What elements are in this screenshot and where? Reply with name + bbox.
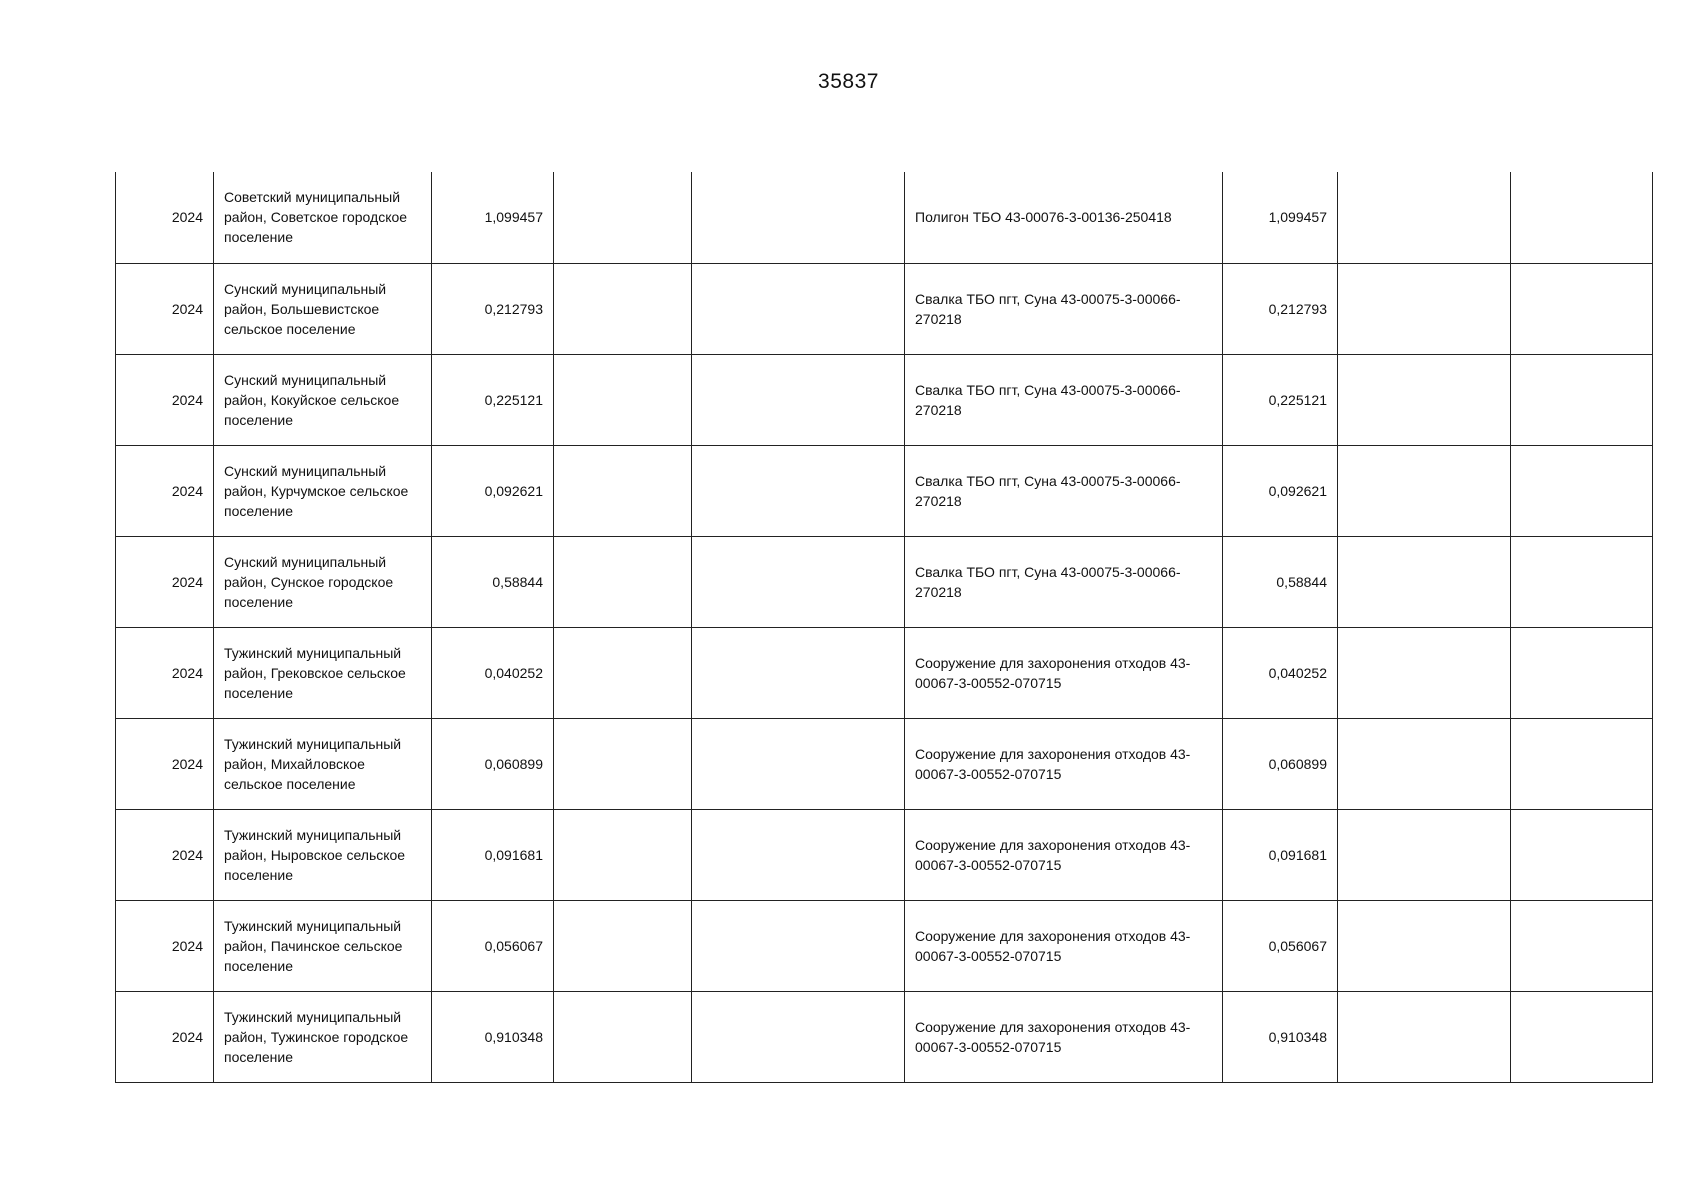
- empty-cell: [1338, 536, 1511, 627]
- mass2-cell: 0,910348: [1223, 991, 1338, 1082]
- mass-cell: 0,225121: [432, 354, 554, 445]
- data-table: [115, 172, 1653, 1083]
- municipality-cell: Сунский муниципальный район, Кокуйское сельское поселение: [214, 354, 432, 445]
- mass-cell: 0,212793: [432, 263, 554, 354]
- empty-cell: [554, 991, 692, 1082]
- municipality-cell: Советский муниципальный район, Советское городское поселение: [214, 172, 432, 263]
- empty-cell: [554, 172, 692, 263]
- object-cell: Сооружение для захоронения отходов 43-00067-3-00552-070715: [905, 718, 1223, 809]
- object-cell: Сооружение для захоронения отходов 43-00067-3-00552-070715: [905, 900, 1223, 991]
- empty-cell: [1338, 991, 1511, 1082]
- object-cell: Свалка ТБО пгт, Суна 43-00075-3-00066-270218: [905, 536, 1223, 627]
- mass2-cell: 0,212793: [1223, 263, 1338, 354]
- empty-cell: [1511, 172, 1653, 263]
- object-cell: Свалка ТБО пгт, Суна 43-00075-3-00066-270218: [905, 445, 1223, 536]
- empty-cell: [692, 991, 905, 1082]
- empty-cell: [1338, 809, 1511, 900]
- mass-cell: 0,091681: [432, 809, 554, 900]
- table-row: [116, 172, 1653, 263]
- empty-cell: [692, 445, 905, 536]
- year-cell: 2024: [116, 263, 214, 354]
- empty-cell: [1511, 354, 1653, 445]
- mass-cell: 0,910348: [432, 991, 554, 1082]
- empty-cell: [692, 263, 905, 354]
- empty-cell: [692, 536, 905, 627]
- table-row: [116, 809, 1653, 900]
- empty-cell: [554, 900, 692, 991]
- mass-cell: 1,099457: [432, 172, 554, 263]
- empty-cell: [1511, 900, 1653, 991]
- mass2-cell: 0,040252: [1223, 627, 1338, 718]
- municipality-cell: Тужинский муниципальный район, Михайловское сельское поселение: [214, 718, 432, 809]
- empty-cell: [1511, 991, 1653, 1082]
- table-row: [116, 900, 1653, 991]
- empty-cell: [692, 172, 905, 263]
- empty-cell: [1511, 627, 1653, 718]
- empty-cell: [692, 900, 905, 991]
- municipality-cell: Сунский муниципальный район, Большевистское сельское поселение: [214, 263, 432, 354]
- empty-cell: [1338, 718, 1511, 809]
- table-row: [116, 263, 1653, 354]
- table-row: [116, 991, 1653, 1082]
- empty-cell: [1511, 809, 1653, 900]
- empty-cell: [1338, 627, 1511, 718]
- object-cell: Свалка ТБО пгт, Суна 43-00075-3-00066-270218: [905, 263, 1223, 354]
- empty-cell: [1511, 536, 1653, 627]
- empty-cell: [1338, 354, 1511, 445]
- empty-cell: [1338, 263, 1511, 354]
- year-cell: 2024: [116, 718, 214, 809]
- municipality-cell: Тужинский муниципальный район, Грековское сельское поселение: [214, 627, 432, 718]
- municipality-cell: Тужинский муниципальный район, Ныровское сельское поселение: [214, 809, 432, 900]
- object-cell: Сооружение для захоронения отходов 43-00067-3-00552-070715: [905, 809, 1223, 900]
- empty-cell: [1511, 445, 1653, 536]
- mass2-cell: 0,060899: [1223, 718, 1338, 809]
- table-row: [116, 718, 1653, 809]
- mass2-cell: 0,58844: [1223, 536, 1338, 627]
- empty-cell: [692, 718, 905, 809]
- object-cell: Сооружение для захоронения отходов 43-00067-3-00552-070715: [905, 627, 1223, 718]
- empty-cell: [1511, 263, 1653, 354]
- empty-cell: [692, 354, 905, 445]
- empty-cell: [1511, 718, 1653, 809]
- empty-cell: [692, 809, 905, 900]
- mass-cell: 0,056067: [432, 900, 554, 991]
- municipality-cell: Сунский муниципальный район, Курчумское сельское поселение: [214, 445, 432, 536]
- object-cell: Сооружение для захоронения отходов 43-00067-3-00552-070715: [905, 991, 1223, 1082]
- mass-cell: 0,060899: [432, 718, 554, 809]
- municipality-cell: Тужинский муниципальный район, Пачинское сельское поселение: [214, 900, 432, 991]
- year-cell: 2024: [116, 809, 214, 900]
- mass2-cell: 1,099457: [1223, 172, 1338, 263]
- municipality-cell: Тужинский муниципальный район, Тужинское городское поселение: [214, 991, 432, 1082]
- object-cell: Свалка ТБО пгт, Суна 43-00075-3-00066-270218: [905, 354, 1223, 445]
- empty-cell: [692, 627, 905, 718]
- empty-cell: [1338, 445, 1511, 536]
- table-row: [116, 354, 1653, 445]
- empty-cell: [554, 718, 692, 809]
- empty-cell: [554, 445, 692, 536]
- municipality-cell: Сунский муниципальный район, Сунское городское поселение: [214, 536, 432, 627]
- empty-cell: [554, 809, 692, 900]
- object-cell: Полигон ТБО 43-00076-3-00136-250418: [905, 172, 1223, 263]
- empty-cell: [1338, 900, 1511, 991]
- table-row: [116, 627, 1653, 718]
- table-row: [116, 536, 1653, 627]
- mass-cell: 0,092621: [432, 445, 554, 536]
- year-cell: 2024: [116, 354, 214, 445]
- year-cell: 2024: [116, 627, 214, 718]
- year-cell: 2024: [116, 172, 214, 263]
- year-cell: 2024: [116, 900, 214, 991]
- empty-cell: [1338, 172, 1511, 263]
- mass-cell: 0,58844: [432, 536, 554, 627]
- year-cell: 2024: [116, 536, 214, 627]
- mass-cell: 0,040252: [432, 627, 554, 718]
- mass2-cell: 0,092621: [1223, 445, 1338, 536]
- empty-cell: [554, 536, 692, 627]
- table-row: [116, 445, 1653, 536]
- year-cell: 2024: [116, 991, 214, 1082]
- mass2-cell: 0,056067: [1223, 900, 1338, 991]
- empty-cell: [554, 627, 692, 718]
- empty-cell: [554, 263, 692, 354]
- mass2-cell: 0,091681: [1223, 809, 1338, 900]
- mass2-cell: 0,225121: [1223, 354, 1338, 445]
- empty-cell: [554, 354, 692, 445]
- page-number: 35837: [818, 70, 879, 93]
- year-cell: 2024: [116, 445, 214, 536]
